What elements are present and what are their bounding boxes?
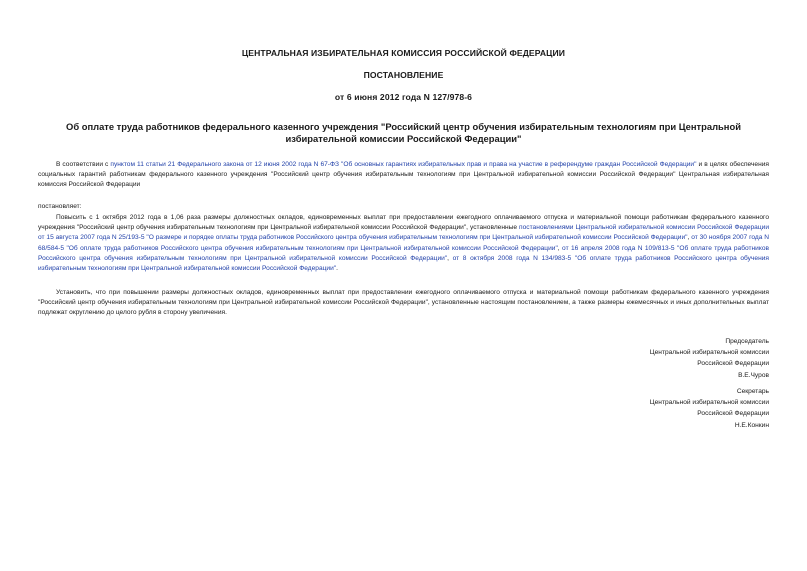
preamble-text-1: В соответствии с [56, 161, 111, 168]
paragraph-1-text-1: Повысить с 1 октября 2012 года в 1,06 раза размеры должностных окладов, единовременных выплат при предоставлении ежегодного оплачиваемого отпуска и материальной помощи работникам федерального казенного учреждения "Российский центр обучения избирательным технологиям при Центральной избирательной комиссии Российской Федерации", установленные [38, 214, 769, 232]
resolution-link-134-983-5[interactable]: от 8 октября 2008 года N 134/983-5 "Об оплате труда работников Российского центра обучения избирательным технологиям при Центральной избирательной комиссии Российской Федерации" [38, 254, 769, 273]
resolution-link-25-193-5[interactable]: постановлениями Центральной избирательной комиссии Российской Федерации от 15 августа 2007 года N 25/193-5 "О размере и порядке оплаты труда работников Российского центра обучения избирательным технологиям при Центральной избирательной комиссии Российской Федерации" [38, 224, 769, 242]
resolution-link-109-813-5[interactable]: от 16 апреля 2008 года N 109/813-5 "Об оплате труда работников Российского центра обучения избирательным технологиям при Центральной избирательной комиссии Российской Федерации" [38, 244, 769, 262]
secretary-signature-block [650, 386, 769, 431]
secretary-role: Секретарь [736, 388, 769, 395]
document-date-number: от 6 июня 2012 года N 127/978-6 [334, 92, 473, 102]
chair-name: В.Е.Чуров [738, 371, 769, 379]
preamble-text-2: и в целях обеспечения социальных гарантий работникам федерального казенного учреждения "Российский центр обучения избирательным технологиям при Центральной избирательной комиссии Российской Федерации" Центральная избирательная комиссия Российской Федерации [38, 161, 769, 189]
paragraph-1-text-4: , [447, 254, 453, 262]
chair-org-line-2: Российской Федерации [697, 360, 769, 368]
document-title: Об оплате труда работников федерального казенного учреждения "Российский центр обучения избирательным технологиям при Центральной избирательной комиссии Российской Федерации" [66, 121, 741, 144]
paragraph-1-text-5: . [336, 265, 338, 273]
secretary-org-line-2: Российской Федерации [697, 410, 769, 418]
secretary-name: Н.Е.Конкин [734, 421, 769, 429]
resolves-label: постановляет: [38, 203, 82, 210]
chair-role: Председатель [725, 338, 769, 345]
document-type: ПОСТАНОВЛЕНИЕ [363, 70, 444, 80]
federal-law-link[interactable]: пунктом 11 статьи 21 Федерального закона от 12 июня 2002 года N 67-ФЗ "Об основных гарантиях избирательных прав и права на участие в референдуме граждан Российской Федерации" [110, 161, 697, 168]
paragraph-1 [38, 213, 769, 274]
paragraph-1-text-3: , [557, 244, 563, 252]
paragraph-2: Установить, что при повышении размеры должностных окладов, единовременных выплат при предоставлении ежегодного оплачиваемого отпуска и материальной помощи работникам федерального казенного учреждения "Российский центр обучения избирательным технологиям при Центральной избирательной комиссии Российской Федерации", установленные настоящим постановлением, а также размеры ежемесячных и иных дополнительных выплат подлежат округлению до целого рубля в сторону увеличения. [38, 289, 769, 317]
chair-signature-block [650, 336, 769, 381]
preamble-paragraph [38, 160, 769, 191]
commission-heading: ЦЕНТРАЛЬНАЯ ИЗБИРАТЕЛЬНАЯ КОМИССИЯ РОССИЙСКОЙ ФЕДЕРАЦИИ [241, 48, 566, 58]
paragraph-1-text-2: , [687, 234, 692, 242]
resolution-link-68-584-5[interactable]: от 30 ноября 2007 года N 68/584-5 "Об оплате труда работников Российского центра обучения избирательным технологиям при Центральной избирательной комиссии Российской Федерации" [38, 234, 769, 252]
secretary-org-line-1: Центральной избирательной комиссии [649, 399, 769, 407]
chair-org-line-1: Центральной избирательной комиссии [649, 349, 769, 357]
